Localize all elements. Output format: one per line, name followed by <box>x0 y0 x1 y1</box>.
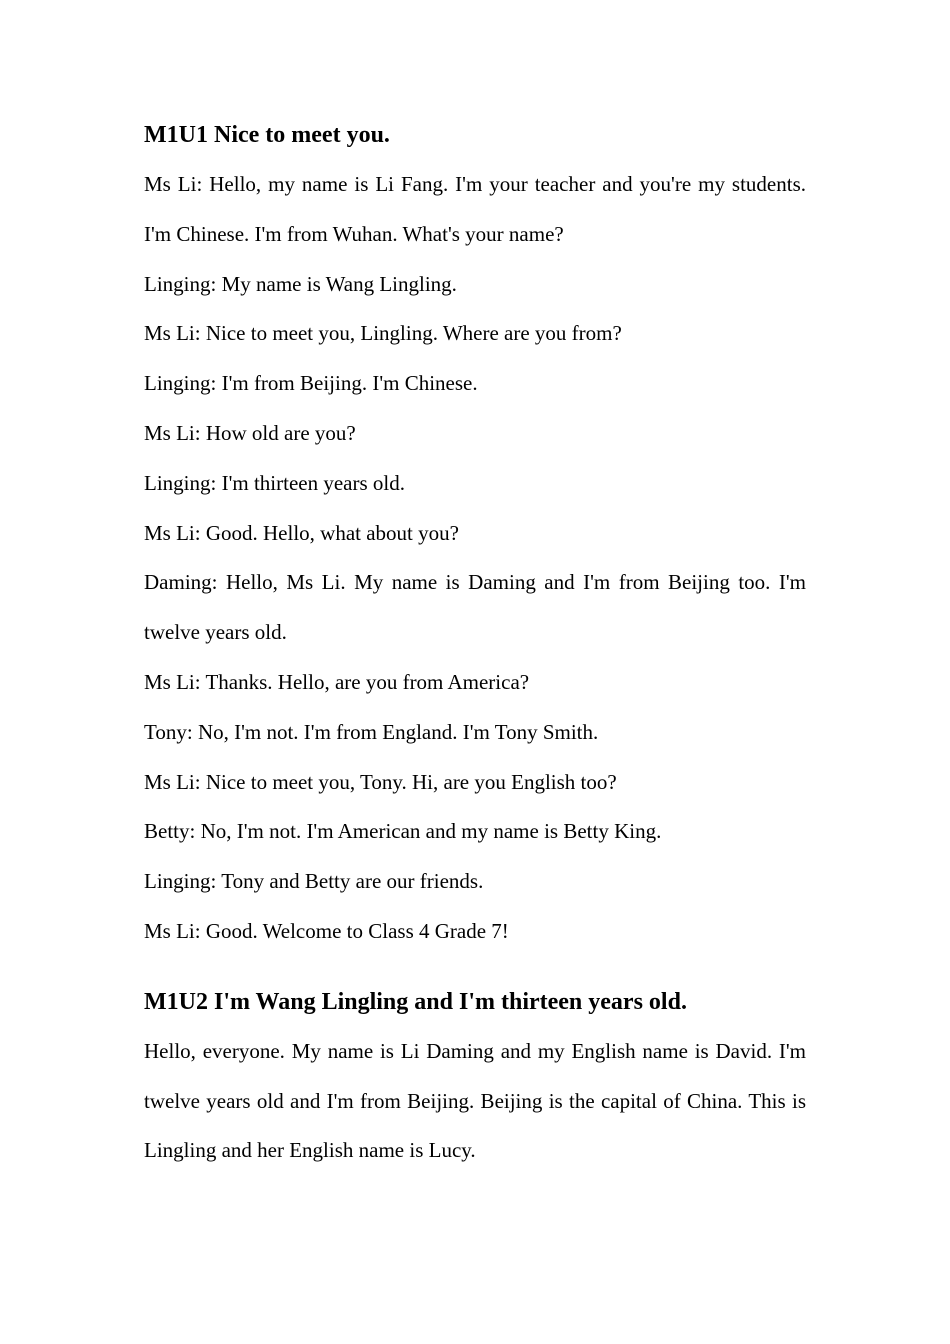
dialogue-line: Daming: Hello, Ms Li. My name is Daming and I'm from Beijing too. I'm twelve years old. <box>144 570 806 645</box>
dialogue-line: Ms Li: How old are you? <box>144 420 356 445</box>
dialogue-line: Linging: Tony and Betty are our friends. <box>144 869 484 894</box>
dialogue-line: Linging: I'm thirteen years old. <box>144 470 405 495</box>
dialogue-line: Ms Li: Thanks. Hello, are you from America? <box>144 669 530 694</box>
dialogue-line: Linging: My name is Wang Lingling. <box>144 271 457 296</box>
section-spacer <box>144 957 806 980</box>
section-title-m1u2: M1U2 I'm Wang Lingling and I'm thirteen years old. <box>144 988 687 1015</box>
dialogue-line: Ms Li: Good. Welcome to Class 4 Grade 7! <box>144 918 509 943</box>
passage-paragraph: Hello, everyone. My name is Li Daming and my English name is David. I'm twelve years old and I'm from Beijing. Beijing is the capital of China. This is Lingling and her English name is Lucy. <box>144 1038 806 1163</box>
dialogue-line: Betty: No, I'm not. I'm American and my name is Betty King. <box>144 819 662 844</box>
dialogue-line: Ms Li: Nice to meet you, Tony. Hi, are you English too? <box>144 769 617 794</box>
dialogue-line: Linging: I'm from Beijing. I'm Chinese. <box>144 371 478 396</box>
document-content <box>144 113 806 1176</box>
section-title-m1u1: M1U1 Nice to meet you. <box>144 122 390 148</box>
dialogue-line: Ms Li: Good. Hello, what about you? <box>144 520 459 545</box>
dialogue-line: Tony: No, I'm not. I'm from England. I'm Tony Smith. <box>144 719 599 744</box>
dialogue-line: Ms Li: Hello, my name is Li Fang. I'm your teacher and you're my students. I'm Chinese. I'm from Wuhan. What's your name? <box>144 172 806 246</box>
dialogue-line: Ms Li: Nice to meet you, Lingling. Where are you from? <box>144 321 622 346</box>
